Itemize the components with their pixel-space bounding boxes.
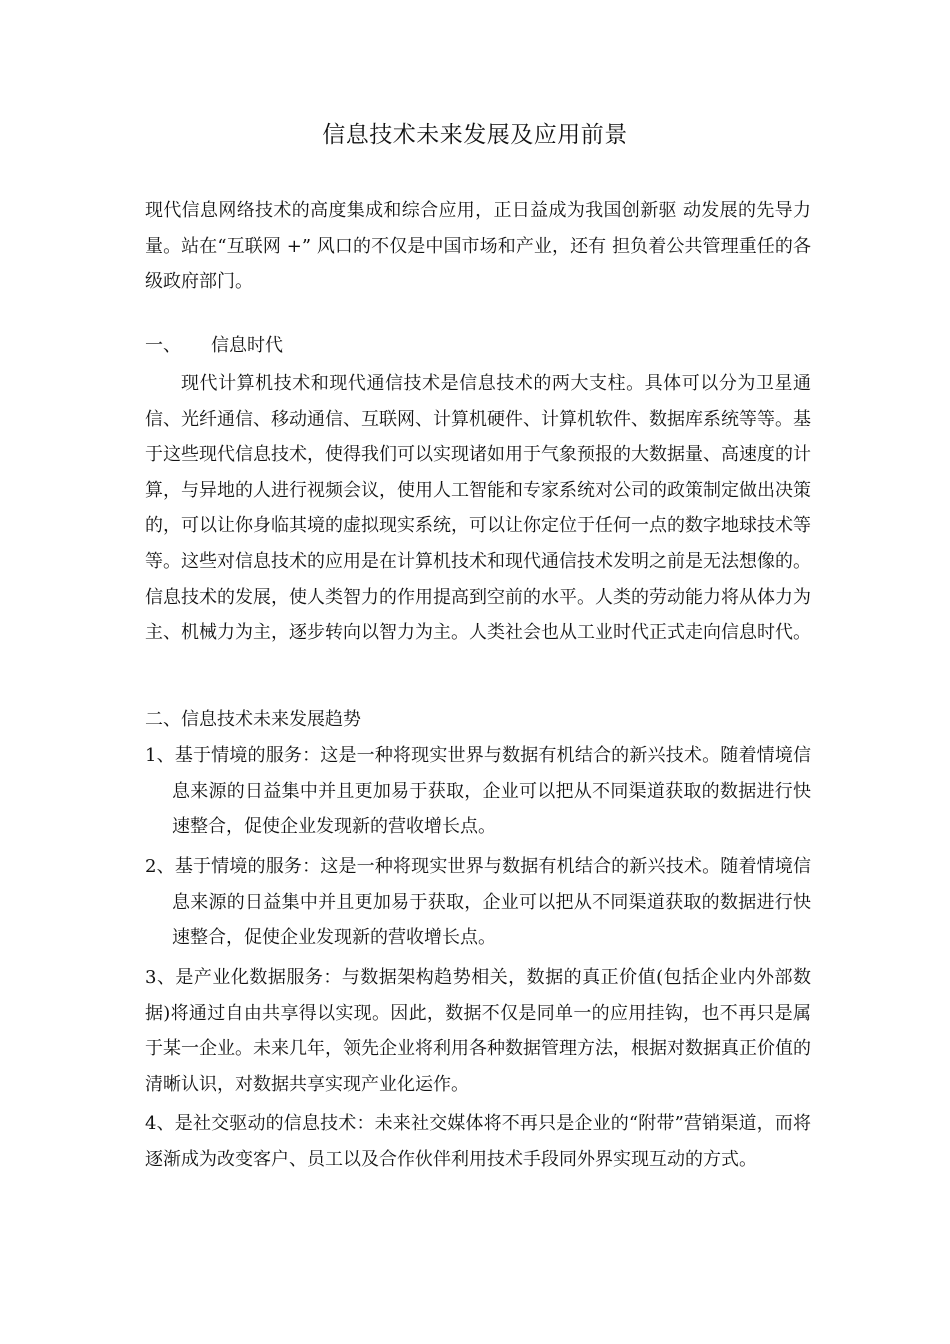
- document-title: 信息技术未来发展及应用前景: [322, 122, 628, 148]
- intro-paragraph: 现代信息网络技术的高度集成和综合应用，正日益成为我国创新驱 动发展的先导力量。站在“互联网 +” 风口的不仅是中国市场和产业，还有 担负着公共管理重任的各级政府部门。: [145, 200, 811, 293]
- section-1-heading: [145, 328, 811, 364]
- section-1-title: 信息时代: [211, 335, 283, 356]
- list-item: 4、是社交驱动的信息技术：未来社交媒体将不再只是企业的“附带”营销渠道，而将逐渐成为改变客户、员工以及合作伙伴利用技术手段同外界实现互动的方式。: [145, 1113, 811, 1170]
- list-item: 1、基于情境的服务：这是一种将现实世界与数据有机结合的新兴技术。随着情境信息来源的日益集中并且更加易于获取，企业可以把从不同渠道获取的数据进行快速整合，促使企业发现新的营收增长点。: [145, 745, 811, 838]
- section-2-heading: 二、信息技术未来发展趋势: [145, 709, 361, 730]
- list-item: 3、是产业化数据服务：与数据架构趋势相关，数据的真正价值(包括企业内外部数据)将通过自由共享得以实现。因此，数据不仅是同单一的应用挂钩，也不再只是属于某一企业。未来几年，领先企业将利用各种数据管理方法，根据对数据真正价值的清晰认识，对数据共享实现产业化运作。: [145, 967, 811, 1095]
- list-item: 2、基于情境的服务：这是一种将现实世界与数据有机结合的新兴技术。随着情境信息来源的日益集中并且更加易于获取，企业可以把从不同渠道获取的数据进行快速整合，促使企业发现新的营收增长点。: [145, 856, 811, 949]
- section-1-body: 现代计算机技术和现代通信技术是信息技术的两大支柱。具体可以分为卫星通信、光纤通信、移动通信、互联网、计算机硬件、计算机软件、数据库系统等等。基于这些现代信息技术，使得我们可以实现诸如用于气象预报的大数据量、高速度的计算，与异地的人进行视频会议，使用人工智能和专家系统对公司的政策制定做出决策的，可以让你身临其境的虚拟现实系统，可以让你定位于任何一点的数字地球技术等等。这些对信息技术的应用是在计算机技术和现代通信技术发明之前是无法想像的。信息技术的发展，使人类智力的作用提高到空前的水平。人类的劳动能力将从体力为主、机械力为主，逐步转向以智力为主。人类社会也从工业时代正式走向信息时代。: [145, 373, 811, 644]
- section-1-number: 一、: [145, 335, 181, 356]
